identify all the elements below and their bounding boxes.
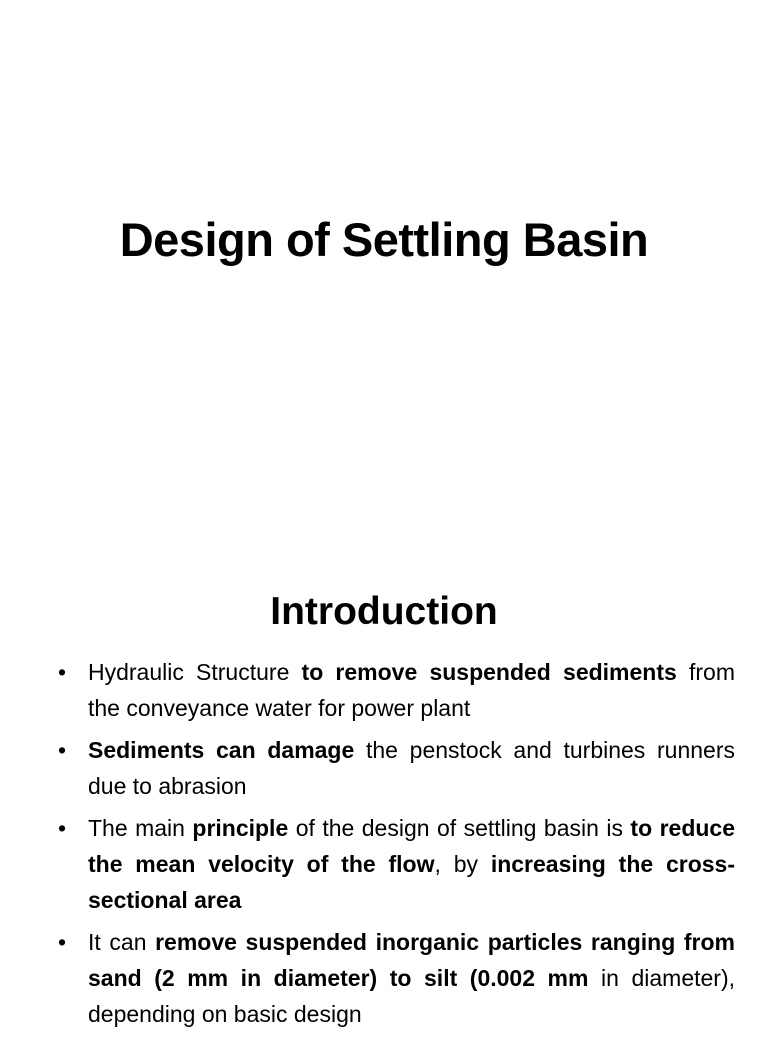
bullet-list [58,654,735,1038]
bullet-item: • Sediments can damage the penstock and turbines runners due to abrasion [58,732,735,804]
section-heading: Introduction [270,590,498,633]
bullet-item: • Hydraulic Structure to remove suspended sediments from the conveyance water for power plant [58,654,735,726]
bullet-item: • The main principle of the design of settling basin is to reduce the mean velocity of the flow, by increasing the cross-sectional area [58,810,735,918]
bullet-dot-icon: • [58,815,67,841]
bullet-item: • It can remove suspended inorganic particles ranging from sand (2 mm in diameter) to silt (0.002 mm in diameter), depending on basic design [58,924,735,1032]
bullet-dot-icon: • [58,737,67,763]
bullet-dot-icon: • [58,659,67,685]
introduction-slide [0,576,768,1027]
bullet-dot-icon: • [58,929,67,955]
slide-title: Design of Settling Basin [119,213,649,266]
